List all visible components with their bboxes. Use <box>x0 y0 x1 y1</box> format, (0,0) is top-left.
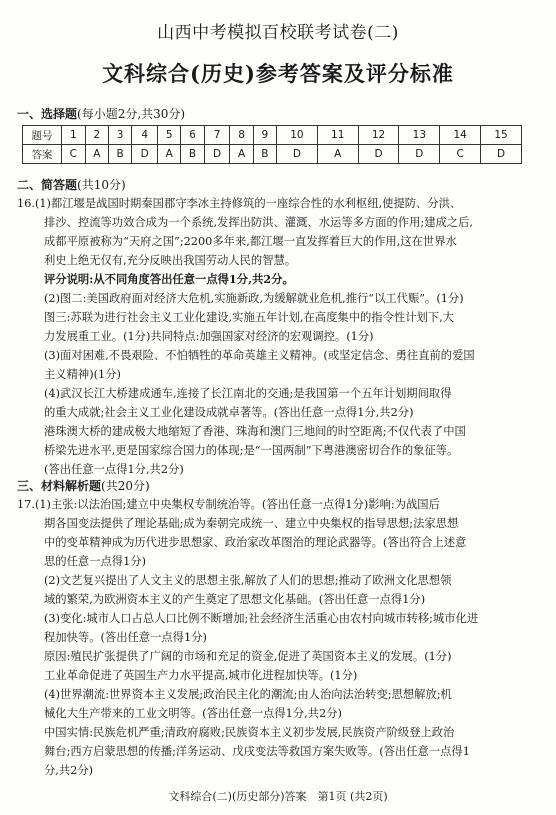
section-3-body <box>17 495 537 780</box>
answer-row <box>23 145 522 164</box>
answer-line: 中国实情:民族危机严重;清政府腐败;民族资本主义初步发展,民族资产阶级登上政治 <box>44 726 455 739</box>
section-2-note: (共10分) <box>77 178 126 192</box>
answer-line: 分,共2分) <box>44 764 94 777</box>
answer-line: 期各国变法提供了理论基础;成为秦朝完成统一、建立中央集权的指导思想;法家思想 <box>44 517 459 530</box>
exam-title: 山西中考模拟百校联考试卷(二) <box>157 23 399 43</box>
question-number-cell: 15 <box>481 126 522 145</box>
scoring-note: 评分说明:从不同角度答出任意一点得1分,共2分。 <box>44 272 294 286</box>
answer-line: (3)面对困难,不畏艰险、不怕牺牲的革命英雄主义精神。(或坚定信念、勇往直前的爱国 <box>44 349 475 362</box>
answer-line: 桥梁先进水平,更是国家综合国力的体现;是“一国两制”下粤港澳密切合作的象征等。 <box>44 444 459 457</box>
answer-cell: A <box>317 145 358 164</box>
answer-line: 舞台;西方启蒙思想的传播;洋务运动、戊戌变法等救国方案失败等。(答出任意一点得1 <box>44 745 470 758</box>
answer-cell: B <box>181 145 204 164</box>
question-number-cell: 1 <box>62 126 86 145</box>
answer-cell: D <box>481 145 522 164</box>
question-number-cell: 11 <box>317 126 358 145</box>
answer-cell: D <box>204 145 230 164</box>
answer-line: (答出任意一点得1分,共2分) <box>44 463 184 476</box>
answer-line: 域的繁荣,为欧洲资本主义的产生奠定了思想文化基础。(答出任意一点得1分) <box>44 593 426 606</box>
answer-line: 17.(1)主张:以法治国;建立中央集权专制统治等。(答出任意一点得1分)影响:为战国后 <box>17 498 440 511</box>
answer-line: 成都平原被称为“天府之国”;2200多年来,都江堰一直发挥着巨大的作用,这在世界水 <box>44 235 457 248</box>
answer-cell: B <box>108 145 131 164</box>
answer-line: 的重大成就;社会主义工业化建设成就卓著等。(答出任意一点得1分,共2分) <box>44 406 414 419</box>
answer-line: (4)世界潮流:世界资本主义发展;政治民主化的潮流;由人治向法治转变;思想解放;机 <box>44 688 452 701</box>
question-number-cell: 5 <box>158 126 181 145</box>
answer-line: 利史上绝无仅有,充分反映出我国劳动人民的智慧。 <box>44 254 297 267</box>
answer-line: 工业革命促进了英国生产力水平提高,城市化进程加快等。(1分) <box>44 669 358 682</box>
answer-line: 主义精神)(1分) <box>44 368 121 381</box>
answer-cell: A <box>85 145 108 164</box>
answer-key-table <box>22 125 522 164</box>
answer-line: 图三:苏联为进行社会主义工业化建设,实施五年计划,在高度集中的指令性计划下,大 <box>44 311 454 324</box>
answer-line: 力发展重工业。(1分)共同特点:加强国家对经济的宏观调控。(1分) <box>44 330 374 343</box>
section-3-title: 三、材料解析题 <box>17 479 102 493</box>
answer-line: (4)武汉长江大桥建成通车,连接了长江南北的交通;是我国第一个五年计划期间取得 <box>44 387 452 400</box>
answer-line: 原因:殖民扩张提供了广阔的市场和充足的资金,促进了英国资本主义的发展。(1分) <box>44 650 452 663</box>
question-number-cell: 4 <box>132 126 158 145</box>
answer-line: 程加快等。(答出任意一点得1分) <box>44 631 207 644</box>
answer-line: 16.(1)都江堰是战国时期秦国郡守李冰主持修筑的一座综合性的水利枢纽,使提防、分洪、 <box>17 197 462 210</box>
page-footer: 文科综合(二)(历史部分)答案 第1页 (共2页) <box>168 790 388 803</box>
question-number-cell: 9 <box>253 126 276 145</box>
answer-cell: D <box>277 145 318 164</box>
question-number-label: 题号 <box>23 126 62 145</box>
question-number-cell: 10 <box>277 126 318 145</box>
answer-cell: D <box>132 145 158 164</box>
question-number-cell: 7 <box>204 126 230 145</box>
question-number-cell: 14 <box>440 126 481 145</box>
answer-cell: B <box>253 145 276 164</box>
question-number-cell: 2 <box>85 126 108 145</box>
answer-line: (2)文艺复兴提出了人文主义的思想主张,解放了人们的思想;推动了欧洲文化思想领 <box>44 574 452 587</box>
document-title: 文科综合(历史)参考答案及评分标准 <box>102 61 454 86</box>
section-2-heading <box>17 176 126 193</box>
answer-cell: D <box>399 145 440 164</box>
answer-line: 中的变革精神成为历代进步思想家、政治家改革图治的理论武器等。(答出符合上述意 <box>44 536 467 549</box>
answer-line: 思的任意一点得1分) <box>44 555 146 568</box>
section-3-note: (共20分) <box>101 479 150 493</box>
answer-cell: C <box>62 145 86 164</box>
question-number-cell: 3 <box>108 126 131 145</box>
answer-label: 答案 <box>23 145 62 164</box>
question-number-cell: 13 <box>399 126 440 145</box>
answer-line: 港珠澳大桥的建成极大地缩短了香港、珠海和澳门三地间的时空距离;不仅代表了中国 <box>44 425 466 438</box>
section-1-heading <box>17 105 185 122</box>
question-number-cell: 8 <box>230 126 253 145</box>
answer-cell: C <box>440 145 481 164</box>
answer-line: 械化大生产带来的工业文明等。(答出任意一点得1分,共2分) <box>44 707 342 720</box>
question-number-cell: 12 <box>358 126 399 145</box>
section-2-title: 二、简答题 <box>17 178 78 192</box>
answer-line: (2)图二:美国政府面对经济大危机,实施新政,为缓解就业危机,推行“以工代赈”。(1分) <box>44 292 464 305</box>
answer-line: 排沙、控流等功效合成为一个系统,发挥出防洪、灌溉、水运等多方面的作用;建成之后, <box>44 216 473 229</box>
answer-line: (3)变化:城市人口占总人口比例不断增加;社会经济生活重心由农村向城市转移;城市化进 <box>44 612 479 625</box>
question-number-row <box>23 126 522 145</box>
question-number-cell: 6 <box>181 126 204 145</box>
answer-cell: A <box>230 145 253 164</box>
answer-cell: A <box>158 145 181 164</box>
section-1-title: 一、选择题 <box>17 107 78 121</box>
answer-cell: D <box>358 145 399 164</box>
section-1-note: (每小题2分,共30分) <box>77 107 186 121</box>
section-3-heading <box>17 477 150 494</box>
section-2-body <box>17 194 537 479</box>
